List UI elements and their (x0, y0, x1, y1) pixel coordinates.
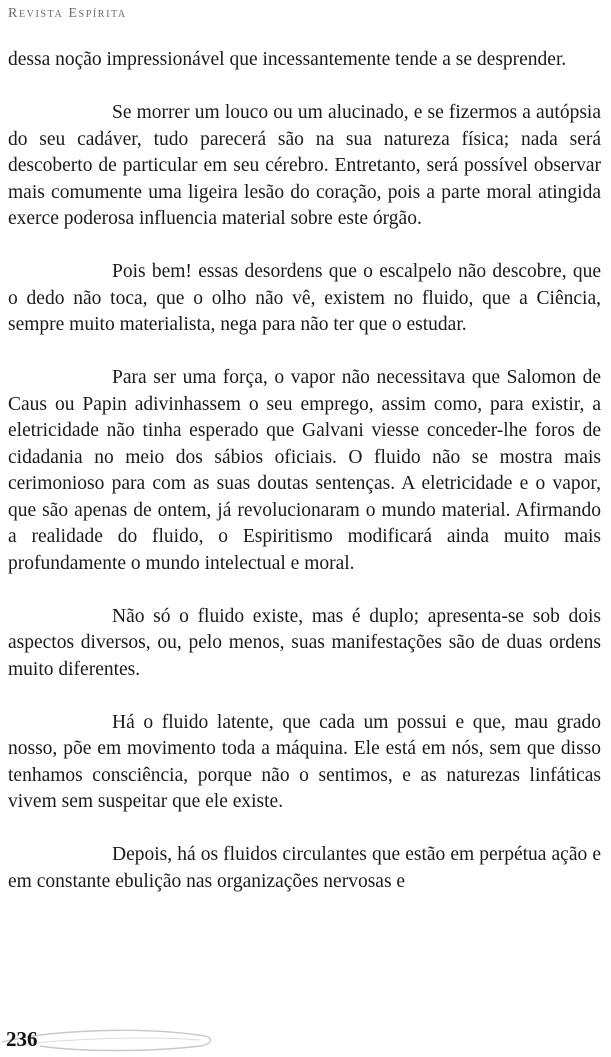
paragraph-continues: Depois, há os fluidos circulantes que estão em perpétua ação e em constante ebulição nas organizações nervosas e (8, 844, 601, 892)
paragraph: Pois bem! essas desordens que o escalpelo não descobre, que o dedo não toca, que o olho não vê, existem no fluido, que a Ciência, sempre muito materialista, nega para não ter que o estudar. (8, 261, 601, 335)
running-header: Revista Espírita (8, 6, 127, 21)
paragraph: Não só o fluido existe, mas é duplo; apresenta-se sob dois aspectos diversos, ou, pelo menos, suas manifestações são de duas ordens muito diferentes. (8, 605, 601, 680)
paragraph: Há o fluido latente, que cada um possui e que, mau grado nosso, põe em movimento toda a máquina. Ele está em nós, sem que disso tenhamos consciência, porque não o sentimos, e as naturezas linfáticas vivem sem suspeitar que ele existe. (8, 711, 601, 812)
page-body (8, 47, 601, 895)
paragraph: Se morrer um louco ou um alucinado, e se fizermos a autópsia do seu cadáver, tudo parecerá são na sua natureza física; nada será descoberto de particular em seu cérebro. Entretanto, será possível observar mais comumente uma ligeira lesão do coração, pois a parte moral atingida exerce poderosa influencia material sobre este órgão. (8, 102, 601, 229)
paragraph-continued: dessa noção impressionável que incessantemente tende a se desprender. (8, 49, 567, 70)
page-number: 236 (6, 1027, 38, 1051)
paragraph: Para ser uma força, o vapor não necessitava que Salomon de Caus ou Papin adivinhassem o seu emprego, assim como, para existir, a eletricidade não tinha esperado que Galvani viesse conceder-lhe foros de cidadania no meio dos sábios oficiais. O fluido não se mostra mais cerimonioso para com as suas doutas sentenças. A eletricidade e o vapor, que são apenas de ontem, já revolucionaram o mundo material. Afirmando a realidade do fluido, o Espiritismo modificará ainda muito mais profundamente o mundo intelectual e moral. (8, 367, 601, 574)
